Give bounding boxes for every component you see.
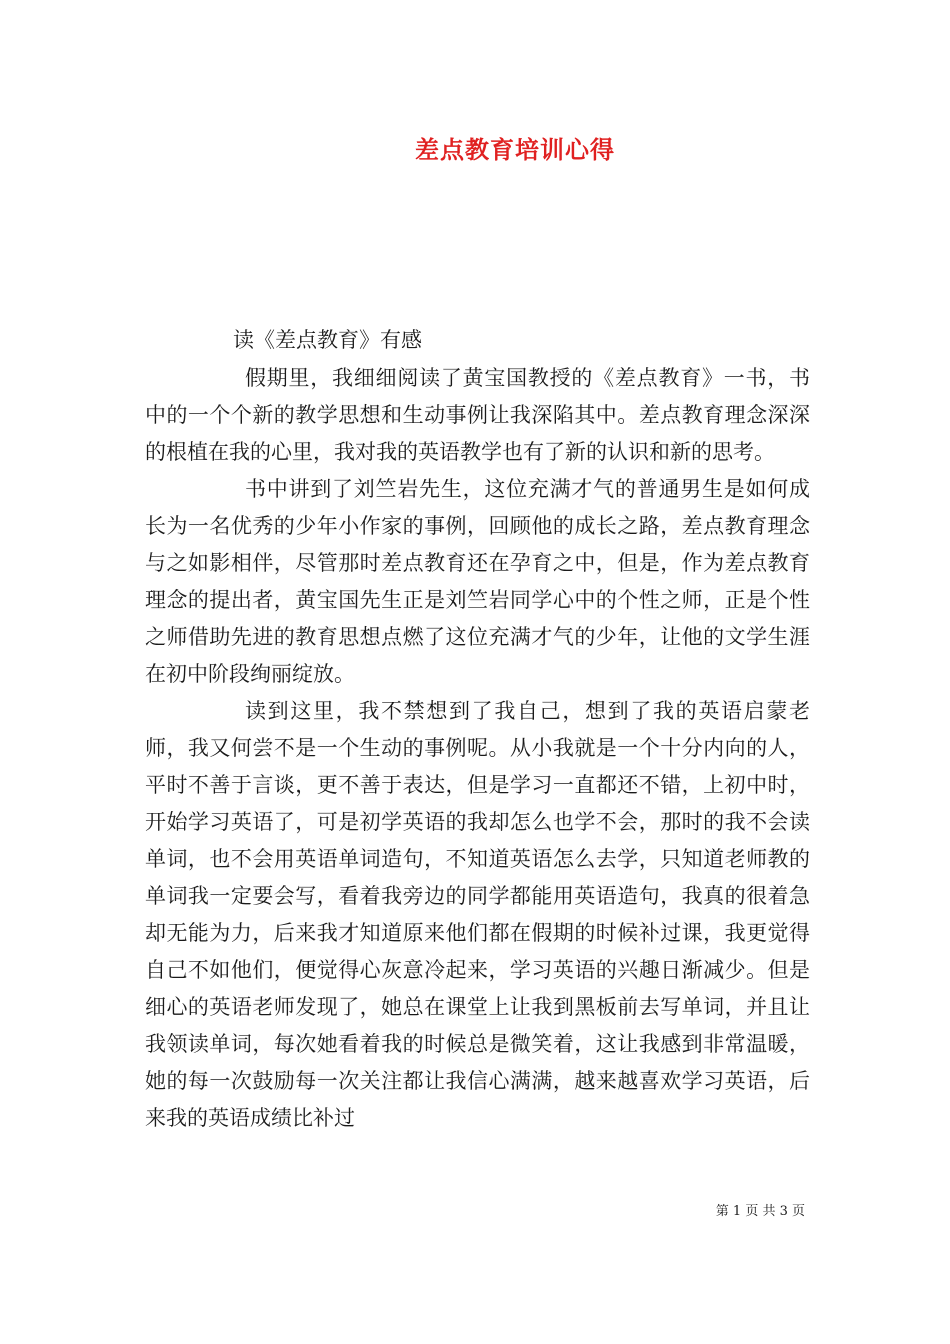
document-body [145, 360, 810, 1137]
page-number-footer: 第 1 页 共 3 页 [715, 1204, 805, 1219]
body-paragraph: 书中讲到了刘竺岩先生，这位充满才气的普通男生是如何成长为一名优秀的少年小作家的事例，回顾他的成长之路，差点教育理念与之如影相伴，尽管那时差点教育还在孕育之中，但是，作为差点教育理念的提出者，黄宝国先生正是刘竺岩同学心中的个性之师，正是个性之师借助先进的教育思想点燃了这位充满才气的少年，让他的文学生涯在初中阶段绚丽绽放。 [145, 477, 810, 686]
document-subtitle: 读《差点教育》有感 [233, 328, 422, 352]
body-paragraph: 假期里，我细细阅读了黄宝国教授的《差点教育》一书，书中的一个个新的教学思想和生动事例让我深陷其中。差点教育理念深深的根植在我的心里，我对我的英语教学也有了新的认识和新的思考。 [145, 366, 810, 464]
body-paragraph: 读到这里，我不禁想到了我自己，想到了我的英语启蒙老师，我又何尝不是一个生动的事例呢。从小我就是一个十分内向的人，平时不善于言谈，更不善于表达，但是学习一直都还不错，上初中时，开始学习英语了，可是初学英语的我却怎么也学不会，那时的我不会读单词，也不会用英语单词造句，不知道英语怎么去学，只知道老师教的单词我一定要会写，看着我旁边的同学都能用英语造句，我真的很着急却无能为力，后来我才知道原来他们都在假期的时候补过课，我更觉得自己不如他们，便觉得心灰意冷起来，学习英语的兴趣日渐减少。但是细心的英语老师发现了，她总在课堂上让我到黑板前去写单词，并且让我领读单词，每次她看着我的时候总是微笑着，这让我感到非常温暖，她的每一次鼓励每一次关注都让我信心满满，越来越喜欢学习英语，后来我的英语成绩比补过 [145, 699, 810, 1130]
document-title: 差点教育培训心得 [415, 135, 615, 164]
